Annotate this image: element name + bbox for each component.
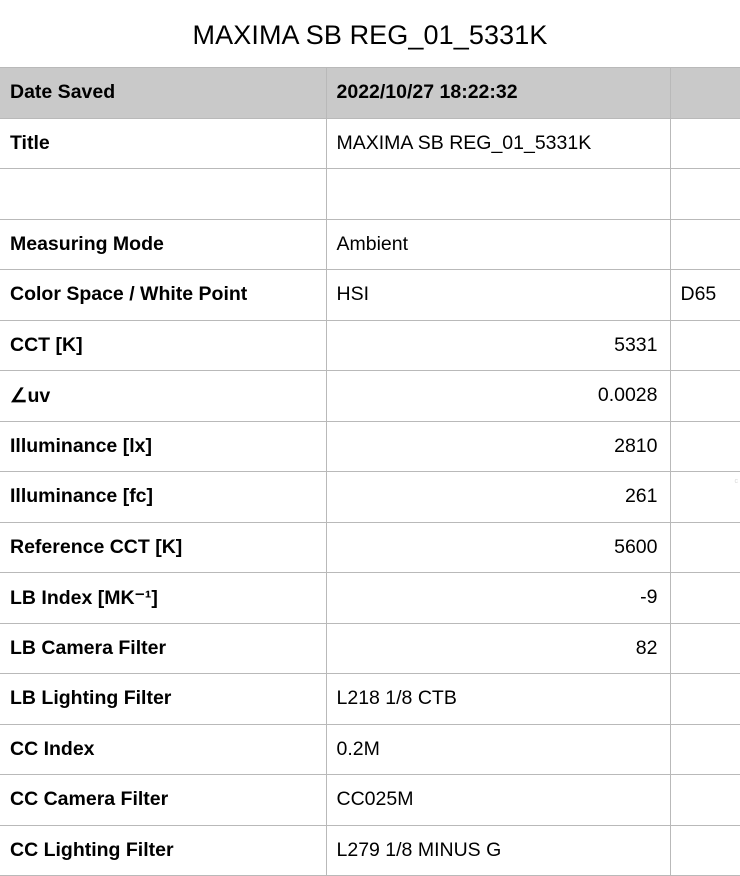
row-extra bbox=[670, 775, 740, 826]
table-row bbox=[0, 320, 740, 371]
row-label: Color Space / White Point bbox=[0, 270, 326, 321]
table-row bbox=[0, 421, 740, 472]
row-extra bbox=[670, 421, 740, 472]
row-extra bbox=[670, 118, 740, 169]
row-label: Measuring Mode bbox=[0, 219, 326, 270]
row-label bbox=[0, 169, 326, 220]
row-extra bbox=[670, 825, 740, 876]
row-value: 5600 bbox=[326, 522, 670, 573]
table-row bbox=[0, 118, 740, 169]
row-extra bbox=[670, 522, 740, 573]
row-value: HSI bbox=[326, 270, 670, 321]
row-value: 5331 bbox=[326, 320, 670, 371]
table-row bbox=[0, 724, 740, 775]
row-extra bbox=[670, 219, 740, 270]
table-row bbox=[0, 371, 740, 422]
row-label: LB Camera Filter bbox=[0, 623, 326, 674]
table-row bbox=[0, 270, 740, 321]
row-value: Ambient bbox=[326, 219, 670, 270]
row-label: CC Camera Filter bbox=[0, 775, 326, 826]
row-value: 2022/10/27 18:22:32 bbox=[326, 68, 670, 119]
row-value: 2810 bbox=[326, 421, 670, 472]
row-extra bbox=[670, 623, 740, 674]
row-value: 0.0028 bbox=[326, 371, 670, 422]
row-value: 82 bbox=[326, 623, 670, 674]
row-extra bbox=[670, 573, 740, 624]
row-value: MAXIMA SB REG_01_5331K bbox=[326, 118, 670, 169]
row-label: Reference CCT [K] bbox=[0, 522, 326, 573]
row-value: -9 bbox=[326, 573, 670, 624]
page-title: MAXIMA SB REG_01_5331K bbox=[192, 20, 548, 50]
row-label: Illuminance [fc] bbox=[0, 472, 326, 523]
corner-mark: c bbox=[734, 478, 738, 485]
row-label: CC Index bbox=[0, 724, 326, 775]
table-row bbox=[0, 522, 740, 573]
row-label: Illuminance [lx] bbox=[0, 421, 326, 472]
table-row bbox=[0, 219, 740, 270]
row-label: Date Saved bbox=[0, 68, 326, 119]
row-value: CC025M bbox=[326, 775, 670, 826]
row-value: L279 1/8 MINUS G bbox=[326, 825, 670, 876]
row-extra bbox=[670, 320, 740, 371]
table-row bbox=[0, 68, 740, 119]
table-row bbox=[0, 775, 740, 826]
row-label: CCT [K] bbox=[0, 320, 326, 371]
row-value: 261 bbox=[326, 472, 670, 523]
row-extra bbox=[670, 68, 740, 119]
row-extra bbox=[670, 472, 740, 523]
table-row bbox=[0, 169, 740, 220]
table-row bbox=[0, 825, 740, 876]
table-row bbox=[0, 623, 740, 674]
row-value bbox=[326, 169, 670, 220]
row-label: ∠uv bbox=[0, 371, 326, 422]
table-row bbox=[0, 472, 740, 523]
row-label: LB Index [MK⁻¹] bbox=[0, 573, 326, 624]
row-extra: D65 bbox=[670, 270, 740, 321]
table-row bbox=[0, 674, 740, 725]
row-extra bbox=[670, 169, 740, 220]
row-label: LB Lighting Filter bbox=[0, 674, 326, 725]
row-label: CC Lighting Filter bbox=[0, 825, 326, 876]
table-row bbox=[0, 573, 740, 624]
row-extra bbox=[670, 724, 740, 775]
row-value: L218 1/8 CTB bbox=[326, 674, 670, 725]
row-label: Title bbox=[0, 118, 326, 169]
measurement-table bbox=[0, 67, 740, 876]
row-value: 0.2M bbox=[326, 724, 670, 775]
row-extra bbox=[670, 674, 740, 725]
row-extra bbox=[670, 371, 740, 422]
measurement-table-body bbox=[0, 68, 740, 876]
